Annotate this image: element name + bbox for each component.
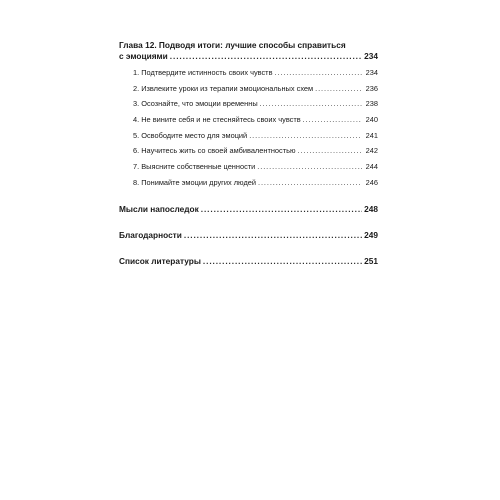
toc-item-label: 3. Осознайте, что эмоции временны <box>133 99 258 109</box>
toc-item-label: 4. Не вините себя и не стесняйтесь своих чувств <box>133 115 301 125</box>
page-number: 241 <box>365 130 378 140</box>
page-number: 238 <box>365 99 378 109</box>
table-of-contents <box>119 40 378 267</box>
page-number: 242 <box>365 146 378 156</box>
dot-leader <box>203 256 362 267</box>
toc-item-label: 5. Освободите место для эмоций <box>133 130 248 140</box>
page-number: 240 <box>365 115 378 125</box>
section-title: Мысли напоследок <box>119 203 199 214</box>
page-number: 248 <box>364 203 378 214</box>
dot-leader <box>201 204 362 215</box>
chapter-title-continued: с эмоциями <box>119 51 168 61</box>
toc-item <box>119 146 378 156</box>
page-number: 236 <box>365 83 378 93</box>
toc-item-label: 7. Выясните собственные ценности <box>133 162 256 172</box>
toc-item <box>119 115 378 125</box>
dot-leader <box>184 230 362 241</box>
toc-item <box>119 162 378 172</box>
toc-item <box>119 178 378 188</box>
section-title: Благодарности <box>119 229 182 240</box>
dot-leader <box>275 68 362 78</box>
toc-section <box>119 256 378 267</box>
chapter-entry <box>119 51 378 62</box>
toc-item-label: 2. Извлеките уроки из терапии эмоциональных схем <box>133 83 314 93</box>
dot-leader <box>257 162 361 172</box>
toc-item-label: 6. Научитесь жить со своей амбивалентностью <box>133 146 296 156</box>
dot-leader <box>315 84 362 94</box>
dot-leader <box>303 115 362 125</box>
toc-item <box>119 68 378 78</box>
toc-item-label: 8. Понимайте эмоции других людей <box>133 177 256 187</box>
dot-leader <box>298 146 362 156</box>
chapter-title: Глава 12. Подводя итоги: лучшие способы справиться <box>119 40 346 50</box>
toc-section <box>119 204 378 215</box>
toc-item <box>119 131 378 141</box>
toc-section <box>119 230 378 241</box>
dot-leader <box>260 99 362 109</box>
dot-leader <box>258 178 362 188</box>
page-number: 249 <box>364 229 378 240</box>
toc-item <box>119 84 378 94</box>
page-number: 246 <box>365 177 378 187</box>
dot-leader <box>170 51 362 62</box>
page-number: 251 <box>364 255 378 266</box>
toc-item-label: 1. Подтвердите истинность своих чувств <box>133 68 273 77</box>
page-number: 234 <box>364 51 378 61</box>
toc-item <box>119 99 378 109</box>
page-number: 244 <box>365 162 378 172</box>
dot-leader <box>249 131 361 141</box>
section-title: Список литературы <box>119 255 201 266</box>
page-number: 234 <box>365 68 378 77</box>
